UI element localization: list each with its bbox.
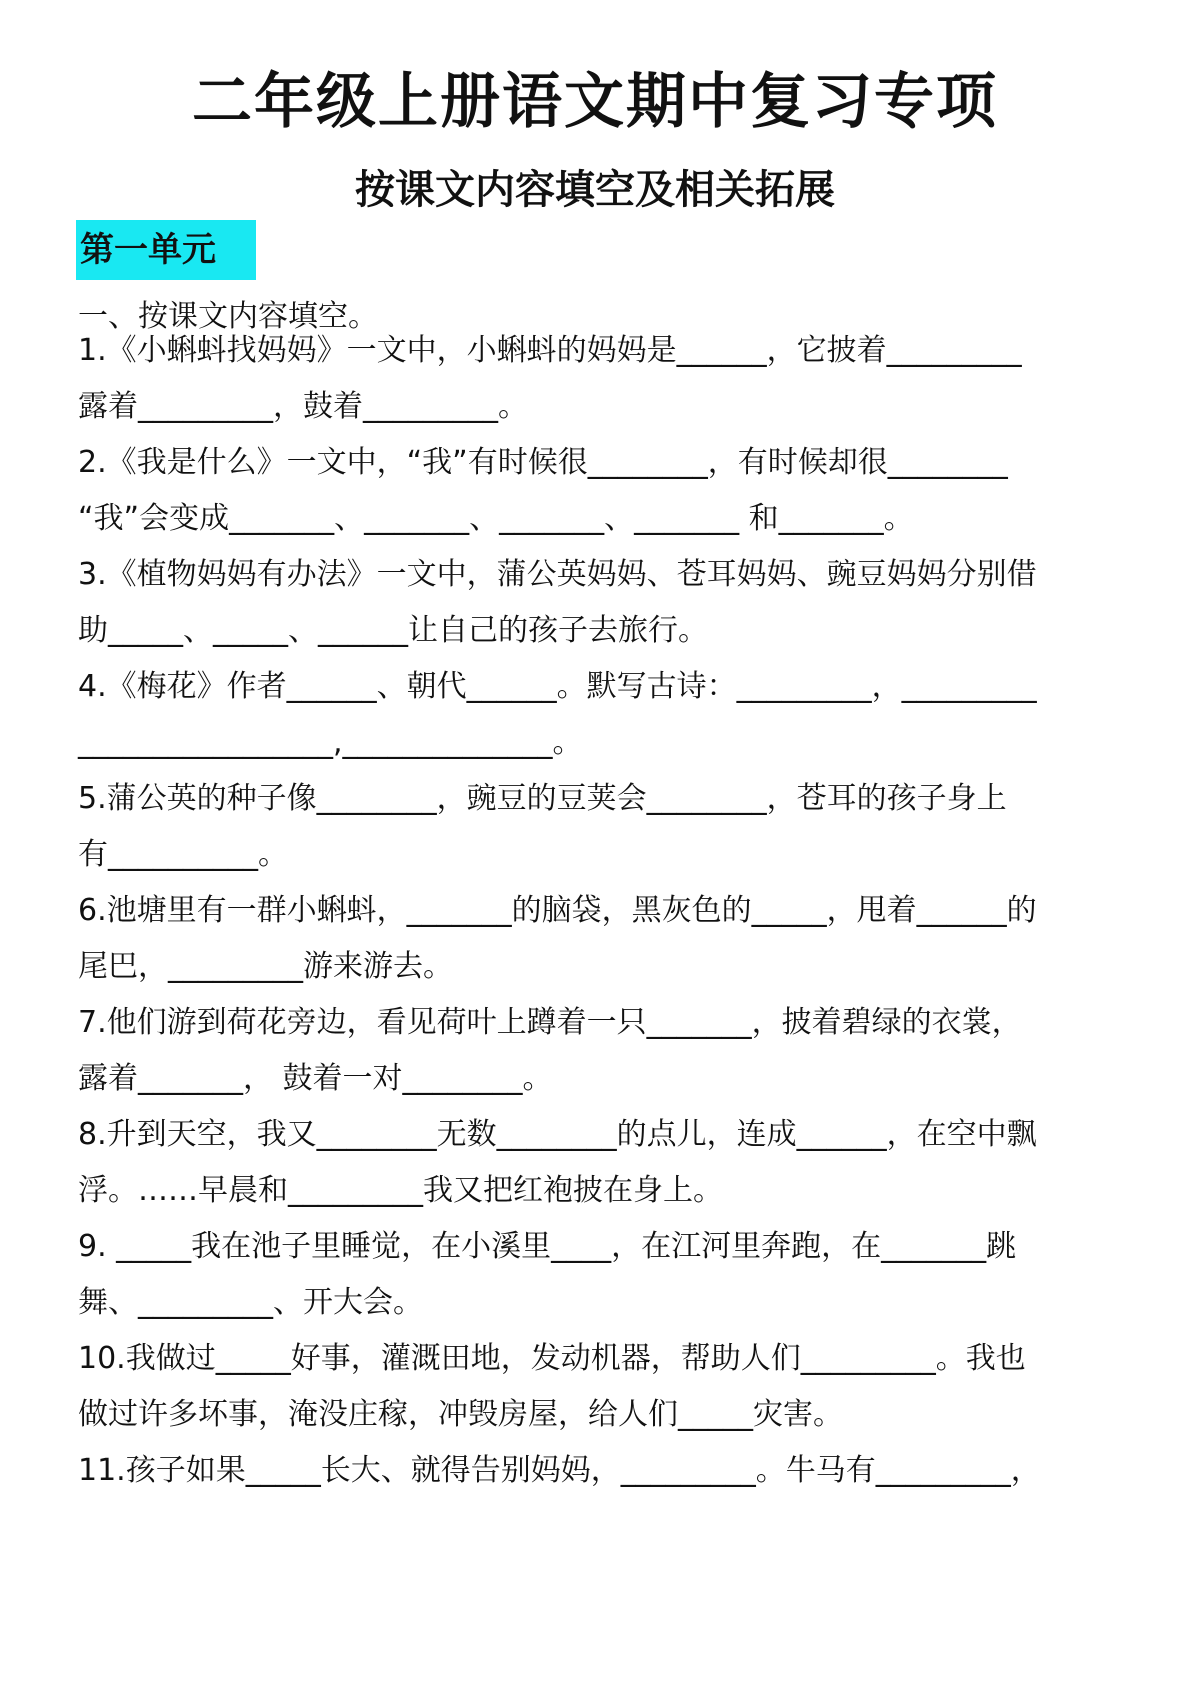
unit-label-highlight: 第一单元: [76, 220, 256, 280]
section-heading: 一、按课文内容填空。: [78, 299, 378, 334]
question-line: 做过许多坏事，淹没庄稼，冲毁房屋，给人们_____灾害。: [78, 1397, 843, 1432]
question-line: 3.《植物妈妈有办法》一文中，蒲公英妈妈、苍耳妈妈、豌豆妈妈分别借: [78, 557, 1037, 592]
question-line: 7.他们游到荷花旁边，看见荷叶上蹲着一只_______，披着碧绿的衣裳，: [78, 1005, 1022, 1040]
question-line: 露着_______， 鼓着一对________。: [78, 1061, 553, 1096]
question-line: _________________,______________。: [78, 725, 583, 760]
question-line: 11.孩子如果_____长大、就得告别妈妈，_________。牛马有_________，: [78, 1453, 1041, 1488]
question-line: 8.升到天空，我又________无数________的点儿，连成______，在空中飘: [78, 1117, 1037, 1152]
question-line: 4.《梅花》作者______、朝代______。默写古诗：_________，_________: [78, 669, 1037, 704]
question-line: 9. _____我在池子里睡觉，在小溪里____，在江河里奔跑，在_______跳: [78, 1229, 1017, 1264]
question-line: 助_____、_____、______让自己的孩子去旅行。: [78, 613, 708, 648]
page-subtitle: 按课文内容填空及相关拓展: [355, 167, 835, 213]
question-line: 有__________。: [78, 837, 288, 872]
question-line: 尾巴，_________游来游去。: [78, 949, 453, 984]
question-line: “我”会变成_______、_______、_______、_______ 和_______。: [78, 501, 914, 536]
question-line: 6.池塘里有一群小蝌蚪，_______的脑袋，黑灰色的_____，甩着______的: [78, 893, 1037, 928]
page-title: 二年级上册语文期中复习专项: [192, 67, 998, 137]
question-line: 浮。……早晨和_________我又把红袍披在身上。: [78, 1173, 723, 1208]
question-line: 1.《小蝌蚪找妈妈》一文中，小蝌蚪的妈妈是______，它披着_________: [78, 333, 1022, 368]
question-line: 10.我做过_____好事，灌溉田地，发动机器，帮助人们_________。我也: [78, 1341, 1026, 1376]
question-line: 舞、_________、开大会。: [78, 1285, 423, 1320]
question-line: 露着_________，鼓着_________。: [78, 389, 528, 424]
question-line: 5.蒲公英的种子像________，豌豆的豆荚会________，苍耳的孩子身上: [78, 781, 1007, 816]
question-line: 2.《我是什么》一文中，“我”有时候很________，有时候却很________: [78, 445, 1008, 480]
